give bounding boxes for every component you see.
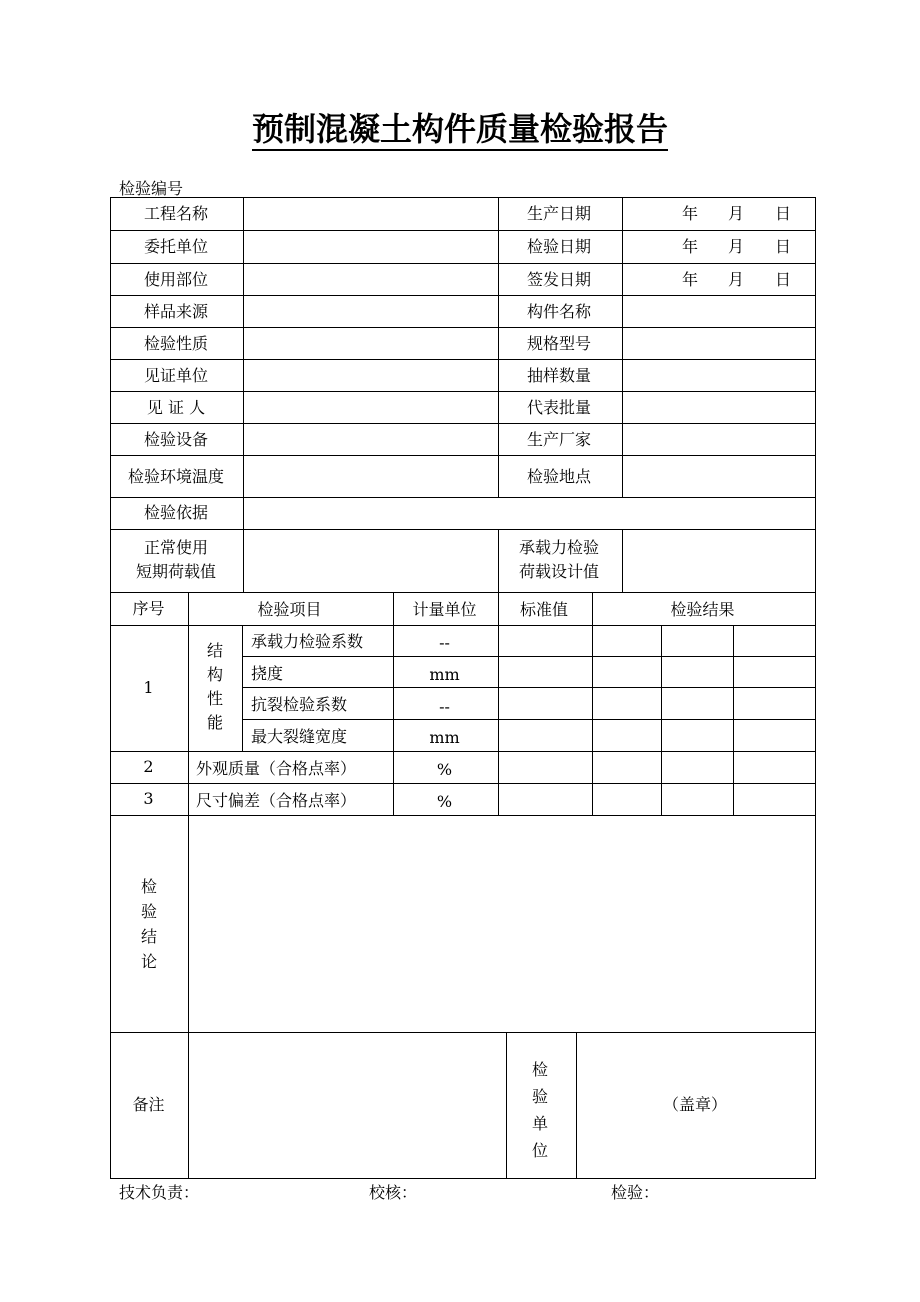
label-witness: 见 证 人 bbox=[146, 398, 206, 417]
label-sample-qty: 抽样数量 bbox=[526, 366, 591, 385]
label-manufacturer: 生产厂家 bbox=[526, 430, 591, 449]
footer-tech-lead: 技术负责： bbox=[119, 1183, 200, 1202]
label-batch-qty: 代表批量 bbox=[526, 398, 591, 417]
label-service-load-1: 正常使用 bbox=[143, 538, 208, 557]
row3-item: 尺寸偏差（合格点率） bbox=[196, 791, 357, 810]
row1-item-3: 抗裂检验系数 bbox=[251, 695, 348, 714]
row1-item-4: 最大裂缝宽度 bbox=[251, 727, 348, 746]
row1-unit-3: -- bbox=[439, 697, 450, 716]
date-year-3: 年 bbox=[682, 270, 699, 289]
header-unit: 计量单位 bbox=[412, 600, 477, 619]
label-inspection-date: 检验日期 bbox=[526, 237, 591, 256]
header-standard: 标准值 bbox=[519, 600, 568, 619]
row1-seq: 1 bbox=[143, 678, 154, 697]
label-location: 检验地点 bbox=[526, 467, 591, 486]
label-design-load-1: 承载力检验 bbox=[518, 538, 599, 557]
row2-unit: % bbox=[436, 760, 453, 779]
row1-item-1: 承载力检验系数 bbox=[251, 632, 364, 651]
date-month-1: 月 bbox=[728, 204, 745, 223]
date-year-1: 年 bbox=[682, 204, 699, 223]
date-day-3: 日 bbox=[775, 270, 792, 289]
report-code-label: 检验编号 bbox=[119, 179, 184, 198]
date-day-1: 日 bbox=[775, 204, 792, 223]
row1-item-2: 挠度 bbox=[251, 664, 284, 683]
report-title: 预制混凝土构件质量检验报告 bbox=[0, 104, 920, 150]
label-sample-source: 样品来源 bbox=[143, 302, 208, 321]
date-month-3: 月 bbox=[728, 270, 745, 289]
row1-unit-2: mm bbox=[429, 665, 460, 684]
row1-unit-4: mm bbox=[429, 728, 460, 747]
row3-unit: % bbox=[436, 792, 453, 811]
label-env-temp: 检验环境温度 bbox=[127, 467, 224, 486]
label-inspection-type: 检验性质 bbox=[143, 334, 208, 353]
date-day-2: 日 bbox=[775, 237, 792, 256]
label-production-date: 生产日期 bbox=[526, 204, 591, 223]
label-component-name: 构件名称 bbox=[526, 302, 591, 321]
conclusion-label: 检验结论 bbox=[140, 877, 157, 971]
label-issue-date: 签发日期 bbox=[526, 270, 591, 289]
label-equipment: 检验设备 bbox=[143, 430, 208, 449]
label-project-name: 工程名称 bbox=[143, 204, 208, 223]
footer-reviewer: 校核： bbox=[369, 1183, 418, 1202]
row1-unit-1: -- bbox=[439, 633, 450, 652]
inspection-unit-label: 检验单位 bbox=[531, 1060, 548, 1160]
label-service-load-2: 短期荷载值 bbox=[135, 562, 216, 581]
row3-seq: 3 bbox=[143, 789, 154, 808]
label-spec-model: 规格型号 bbox=[526, 334, 591, 353]
footer-inspector: 检验： bbox=[611, 1183, 660, 1202]
header-result: 检验结果 bbox=[670, 600, 735, 619]
label-client: 委托单位 bbox=[143, 237, 208, 256]
label-usage-part: 使用部位 bbox=[143, 270, 208, 289]
header-seq: 序号 bbox=[132, 599, 165, 618]
label-basis: 检验依据 bbox=[143, 503, 208, 522]
label-witness-unit: 见证单位 bbox=[143, 366, 208, 385]
row2-item: 外观质量（合格点率） bbox=[196, 759, 357, 778]
row1-group-label: 结构性能 bbox=[206, 641, 223, 732]
remark-label: 备注 bbox=[132, 1095, 165, 1114]
date-month-2: 月 bbox=[728, 237, 745, 256]
label-design-load-2: 荷载设计值 bbox=[518, 562, 599, 581]
row2-seq: 2 bbox=[143, 757, 154, 776]
seal-placeholder: （盖章） bbox=[662, 1095, 727, 1114]
date-year-2: 年 bbox=[682, 237, 699, 256]
header-item: 检验项目 bbox=[257, 600, 322, 619]
